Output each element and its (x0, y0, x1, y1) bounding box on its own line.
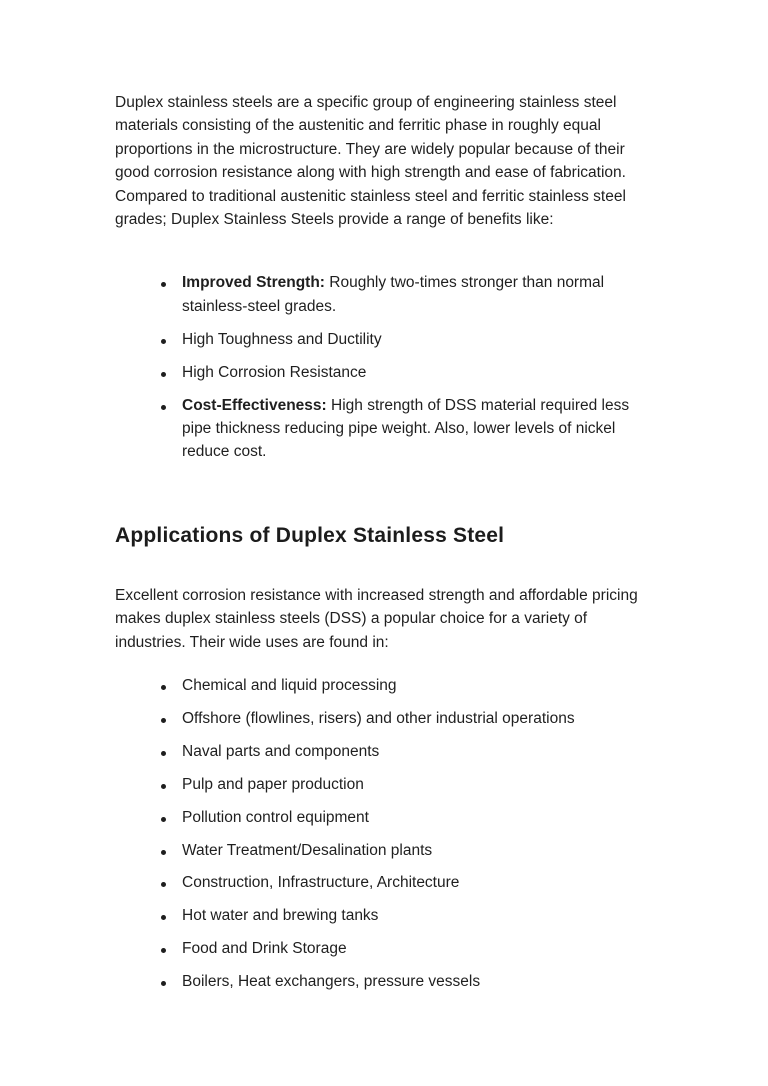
list-item (115, 361, 650, 384)
list-item (115, 839, 650, 862)
application-text: Food and Drink Storage (182, 940, 347, 958)
application-text: Pollution control equipment (182, 808, 369, 826)
application-text: Pulp and paper production (182, 775, 364, 793)
list-item (115, 740, 650, 763)
list-item (115, 904, 650, 927)
list-item (115, 773, 650, 796)
application-text: Chemical and liquid processing (182, 677, 397, 694)
applications-intro-paragraph: Excellent corrosion resistance with increased strength and affordable pricing makes duplex stainless steels (DSS) a popular choice for a variety of industries. Their wide uses are found in: (115, 586, 638, 651)
benefit-text: High Corrosion Resistance (182, 363, 367, 381)
list-item (115, 871, 650, 894)
application-text: Construction, Infrastructure, Architecture (182, 874, 460, 892)
benefit-text: High Toughness and Ductility (182, 330, 382, 348)
application-text: Water Treatment/Desalination plants (182, 841, 433, 859)
benefit-text: High strength of DSS material required less pipe thickness reducing pipe weight. Also, lower levels of nickel reduce cost. (182, 396, 630, 461)
applications-heading: Applications of Duplex Stainless Steel (115, 523, 505, 547)
benefit-lead: Cost-Effectiveness: (182, 396, 327, 414)
intro-paragraph: Duplex stainless steels are a specific group of engineering stainless steel materials consisting of the austenitic and ferritic phase in roughly equal proportions in the microstructure. They are widely popular because of their good corrosion resistance along with high strength and ease of fabrication. Compared to traditional austenitic stainless steel and ferritic stainless steel grades; Duplex Stainless Steels provide a range of benefits like: (115, 94, 626, 229)
list-item (115, 970, 650, 993)
list-item (115, 394, 650, 464)
benefit-lead: Improved Strength: (182, 274, 325, 292)
list-item (115, 937, 650, 960)
application-text: Naval parts and components (182, 742, 380, 760)
application-text: Offshore (flowlines, risers) and other industrial operations (182, 709, 575, 727)
list-item (115, 674, 650, 697)
applications-list (115, 674, 650, 994)
list-item (115, 271, 650, 318)
list-item (115, 806, 650, 829)
list-item (115, 328, 650, 351)
benefit-text: Roughly two-times stronger than normal stainless-steel grades. (182, 274, 605, 315)
list-item (115, 707, 650, 730)
application-text: Hot water and brewing tanks (182, 907, 379, 925)
benefits-list (115, 271, 650, 463)
application-text: Boilers, Heat exchangers, pressure vessels (182, 973, 481, 991)
